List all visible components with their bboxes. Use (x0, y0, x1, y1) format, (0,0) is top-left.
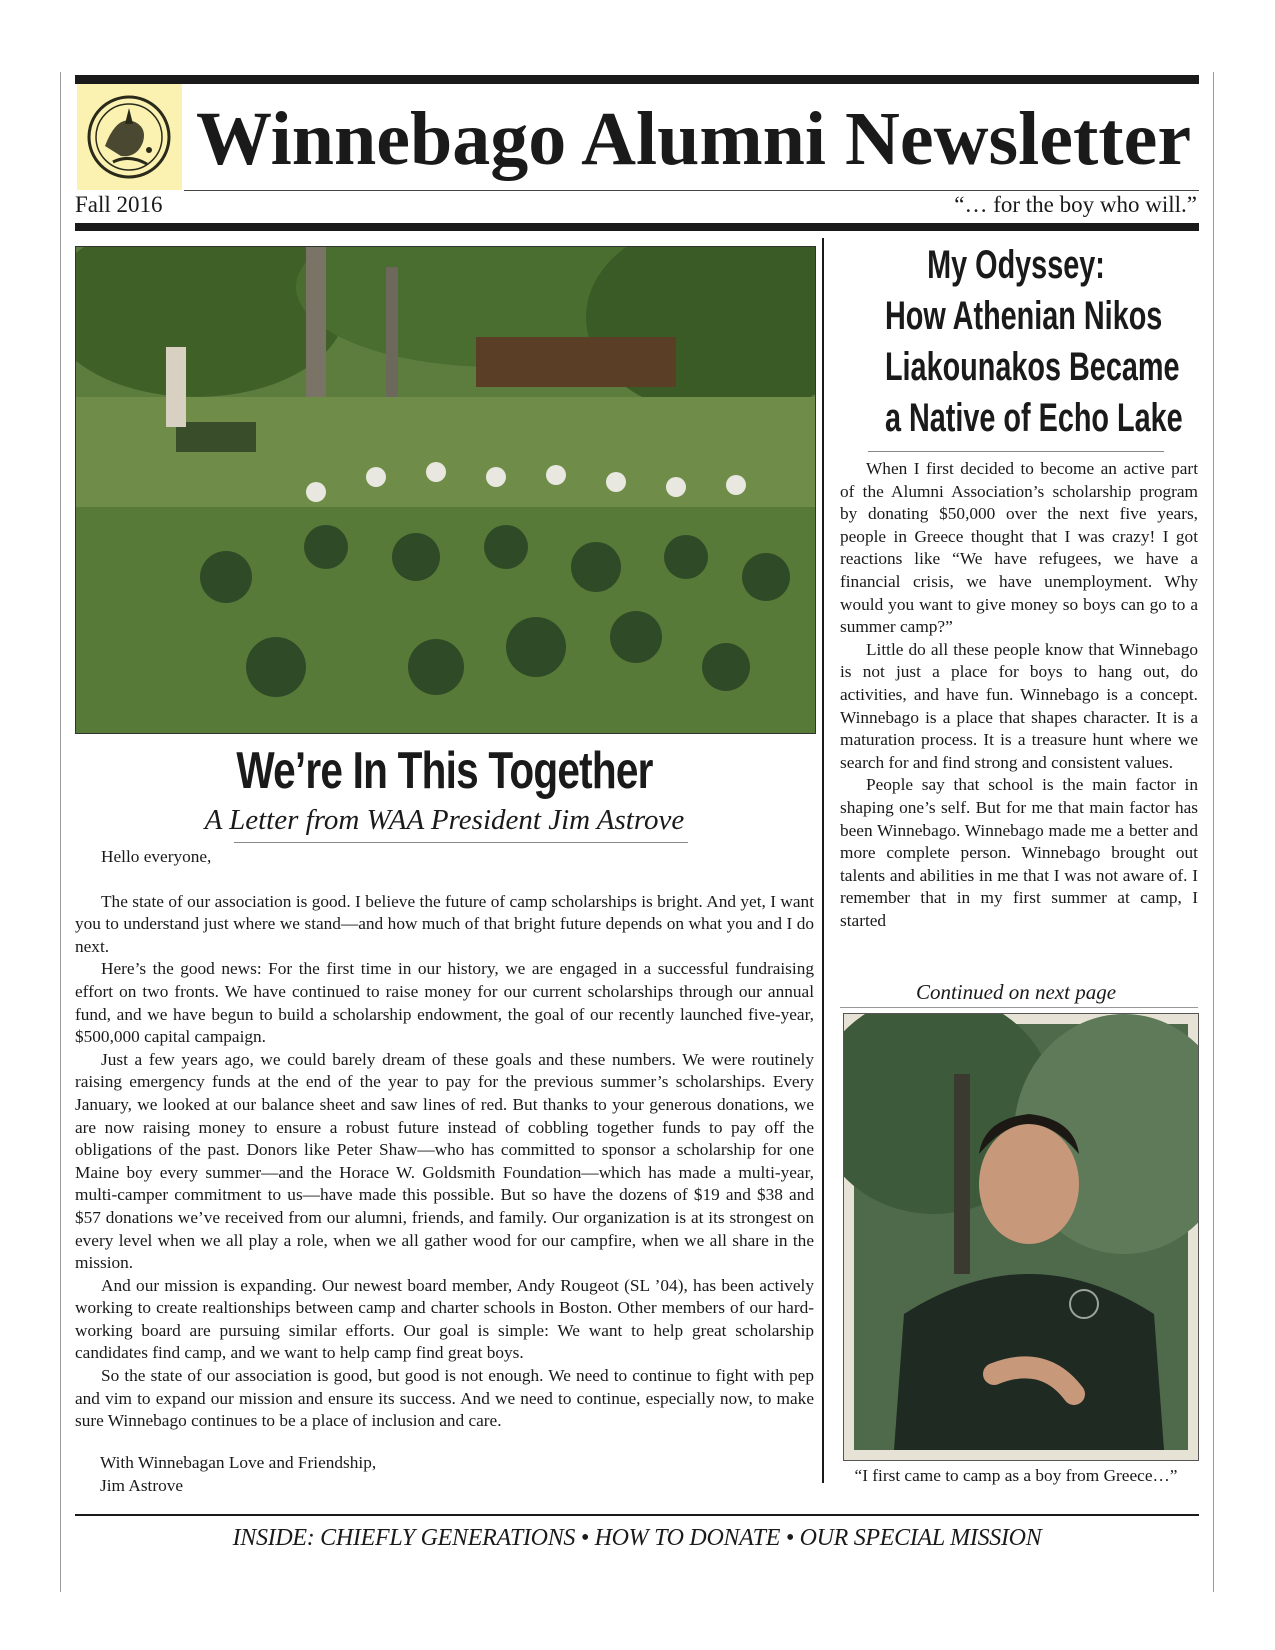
main-subhead: A Letter from WAA President Jim Astrove (204, 804, 685, 836)
side-headline-line: a Native of Echo Lake (884, 396, 1183, 440)
footer-rule (75, 1514, 1199, 1516)
masthead-bottom-bar (75, 223, 1199, 231)
main-headline: We’re In This Together (236, 742, 653, 800)
newsletter-title: Winnebago Alumni Newsletter (196, 97, 1192, 181)
signature: Jim Astrove (100, 1475, 184, 1495)
paragraph: Here’s the good news: For the first time in our history, we are engaged in a successful fundraising effort on two fronts. We have continued to raise money for our current scholarships through our annual fund, and we have begun to build a scholarship endowment, the goal of our recently launched five-year, $500,000 capital campaign. (75, 959, 814, 1047)
campers-gathered-on-lawn-photo-icon (75, 246, 816, 734)
letter-body (75, 842, 814, 1433)
masthead-top-bar (75, 75, 1199, 84)
paragraph: Just a few years ago, we could barely dream of these goals and these numbers. We were routinely raising emergency funds at the end of the year to pay for the previous summer’s scholarships. Every January, we looked at our balance sheet and saw lines of red. But thanks to your generous donations, we are now raising money to ensure a robust future instead of cobbling together funds to pay off the obligations of the past. Donors like Peter Shaw—who has committed to sponsor a scholarship for one Maine boy every summer—and the Horace W. Goldsmith Foundation—which has made a multi-year, multi-camper commitment to us—have made this possible. But so have the dozens of $19 and $38 and $57 donations we’ve received from our alumni, friends, and family. Our organization is at its strongest on every level when we all play a role, when we all gather wood for our campfire, when we all share in the mission. (75, 1049, 814, 1273)
greeting: Hello everyone, (101, 847, 212, 866)
masthead-underline (184, 190, 1199, 191)
side-headline-line: My Odyssey: (927, 243, 1105, 287)
paragraph: So the state of our association is good, but good is not enough. We need to continue to fight with pep and vim to expand our mission and ensure its success. And we need to continue, especially now, to make sure Winnebago continues to be a place of inclusion and care. (75, 1366, 814, 1431)
paragraph: People say that school is the main factor in shaping one’s self. But for me that main factor has been Winnebago. Winnebago made me a better and more complete person. Winnebago brought out talents and abilities in me that I was not aware of. I remember that in my first summer at camp, I started (840, 775, 1198, 930)
photo-caption: “I first came to camp as a boy from Greece…” (854, 1466, 1178, 1485)
logo (77, 84, 182, 190)
issue-date: Fall 2016 (75, 192, 163, 217)
motto: “… for the boy who will.” (954, 192, 1197, 217)
paragraph: When I first decided to become an active part of the Alumni Association’s scholarship program by donating $50,000 over the next five years, people in Greece thought that I was crazy! I got reactions like “We have refugees, we have a financial crisis, we have unemployment. Why would you want to give money so boys can go to a summer camp?” (840, 459, 1198, 637)
photo-top-rule (840, 1007, 1198, 1008)
left-margin-rule (60, 72, 61, 1592)
side-headline-line: How Athenian Nikos (884, 294, 1163, 338)
camp-seal-logo-icon (77, 84, 182, 190)
paragraph: And our mission is expanding. Our newest board member, Andy Rougeot (SL ’04), has been actively working to create realtionships between camp and charter schools in Boston. Other members of our hard-working board are pursuing similar efforts. Our goal is simple: We want to help great scholarship candidates find camp, and we want to help camp find great boys. (75, 1275, 814, 1363)
side-headline-line: Liakounakos Became (884, 345, 1180, 389)
young-camper-portrait-photo-icon (843, 1013, 1199, 1461)
right-margin-rule (1213, 72, 1214, 1592)
side-article-body (840, 458, 1198, 932)
paragraph: Little do all these people know that Winnebago is not just a place for boys to hang out, do activities, and have fun. Winnebago is a concept. Winnebago is a place that shapes character. It is a maturation process. It is a treasure hunt where we search for and find strong and consistent values. (840, 639, 1198, 772)
continued-note: Continued on next page (915, 980, 1117, 1004)
side-headline-rule (868, 451, 1164, 452)
side-headline (834, 240, 1198, 444)
paragraph: The state of our association is good. I believe the future of camp scholarships is bright. And yet, I want you to understand just where we stand—and how much of that bright future depends on what you and I do next. (75, 891, 814, 956)
column-divider (822, 238, 824, 1483)
closing: With Winnebagan Love and Friendship, (100, 1453, 377, 1472)
signoff (100, 1452, 376, 1497)
inside-teaser: INSIDE: CHIEFLY GENERATIONS • HOW TO DONATE • OUR SPECIAL MISSION (232, 1525, 1042, 1551)
